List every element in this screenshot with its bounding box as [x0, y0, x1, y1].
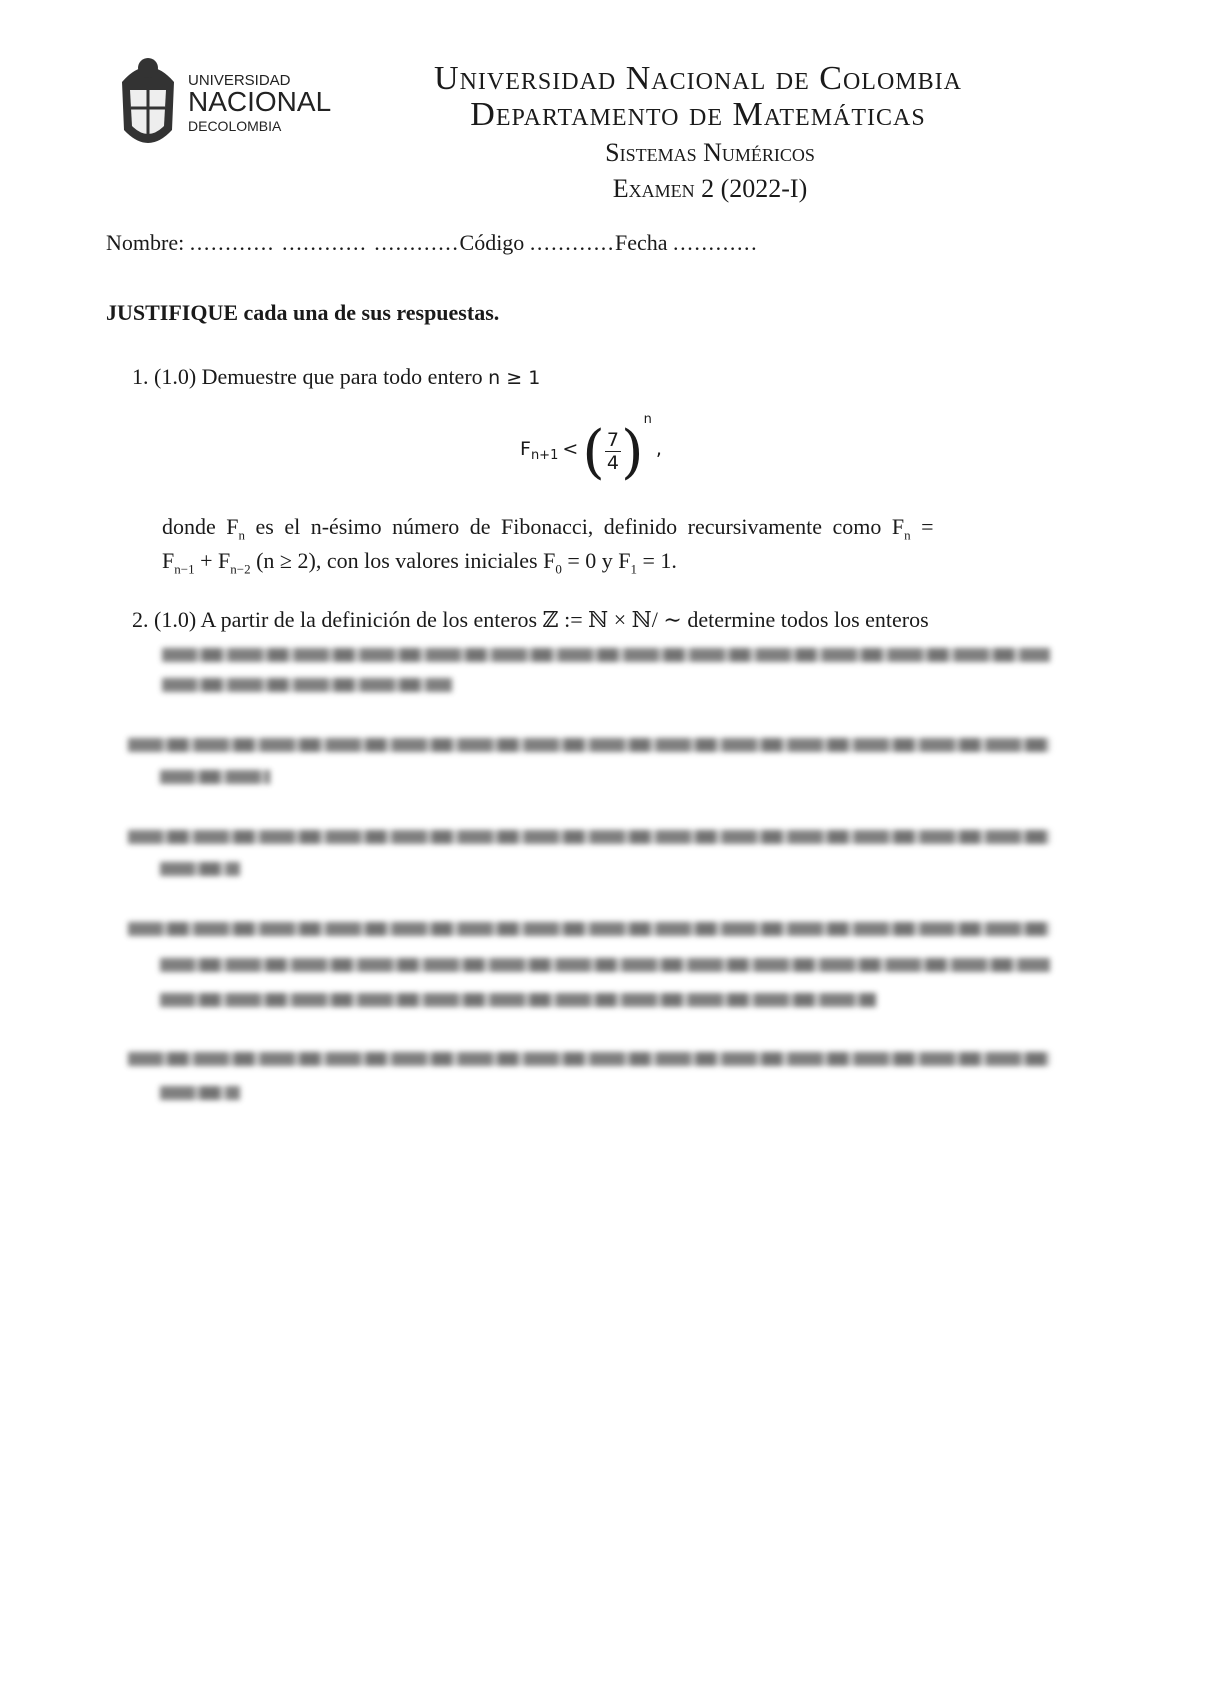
- name-field[interactable]: ............ ............ ............: [189, 230, 460, 255]
- blurred-text-line: [128, 1052, 1050, 1066]
- blurred-text-line: [160, 1086, 240, 1100]
- subscript: n−1: [174, 561, 195, 577]
- blurred-text-line: [162, 648, 1050, 662]
- logo-line-1: UNIVERSIDAD: [188, 72, 291, 89]
- instructions: [106, 300, 499, 326]
- code-label: Código: [459, 230, 525, 255]
- problem-number: 1.: [132, 364, 149, 389]
- department-title: Departamento de Matemáticas: [470, 96, 926, 133]
- problem-1-line-1: [162, 514, 934, 543]
- text: = 1.: [642, 548, 677, 573]
- date-field[interactable]: ............: [673, 230, 759, 255]
- text: donde F: [162, 514, 239, 539]
- instructions-bold: JUSTIFIQUE: [106, 300, 239, 325]
- problem-points: (1.0): [154, 607, 197, 632]
- blurred-text-line: [128, 738, 1050, 752]
- text: (n ≥ 2), con los valores iniciales F: [256, 548, 556, 573]
- subscript: n: [238, 527, 245, 543]
- date-label: Fecha: [615, 230, 668, 255]
- logo-line-3: DECOLOMBIA: [188, 118, 282, 134]
- formula-lhs-sub: n+1: [530, 448, 559, 464]
- course-title: Sistemas Numéricos: [605, 138, 815, 167]
- subscript: n−2: [230, 561, 251, 577]
- problem-1-statement: [132, 364, 540, 390]
- university-title: Universidad Nacional de Colombia: [434, 60, 962, 97]
- instructions-rest: cada una de sus respuestas.: [243, 300, 500, 325]
- subscript: n: [904, 527, 911, 543]
- fraction-denominator: 4: [606, 451, 619, 474]
- formula-exponent: n: [643, 412, 652, 427]
- blurred-text-line: [162, 678, 452, 692]
- student-info-line: [106, 230, 758, 256]
- problem-1-line-2: [162, 548, 677, 577]
- subscript: 0: [555, 561, 562, 577]
- exam-title: Examen 2 (2022-I): [612, 174, 808, 203]
- formula-comma: ,: [655, 438, 662, 460]
- university-logo: [112, 52, 342, 164]
- blurred-text-line: [160, 993, 876, 1007]
- problem-1-formula: $F_{n+1}$ < ( $\frac{7}{4}$ )$^n$ ,: [520, 412, 662, 486]
- text: es el n-ésimo número de Fibonacci, definido recursivamente como F: [255, 514, 905, 539]
- problem-number: 2.: [132, 607, 149, 632]
- logo-line-2: NACIONAL: [188, 86, 332, 117]
- problem-2-statement: [132, 607, 929, 633]
- university-crest-icon: [112, 52, 184, 162]
- formula-fraction: [605, 429, 621, 474]
- problem-points: (1.0): [154, 364, 197, 389]
- text: F: [162, 548, 175, 573]
- name-label: Nombre:: [106, 230, 185, 255]
- text: + F: [200, 548, 231, 573]
- text: =: [921, 514, 934, 539]
- subscript: 1: [630, 561, 637, 577]
- blurred-text-line: [160, 770, 270, 784]
- problem-condition: n ≥ 1: [488, 367, 541, 389]
- blurred-text-line: [160, 862, 240, 876]
- blurred-text-line: [160, 958, 1050, 972]
- text: = 0 y F: [567, 548, 631, 573]
- fraction-numerator: 7: [606, 428, 619, 451]
- problem-text: Demuestre que para todo entero: [201, 364, 483, 389]
- blurred-text-line: [128, 830, 1050, 844]
- blurred-text-line: [128, 922, 1050, 936]
- formula-relation: <: [562, 438, 579, 460]
- formula-lhs: F: [520, 438, 531, 460]
- problem-text: A partir de la definición de los enteros ℤ := ℕ × ℕ/ ∼ determine todos los enteros: [200, 607, 929, 632]
- code-field[interactable]: ............: [529, 230, 616, 255]
